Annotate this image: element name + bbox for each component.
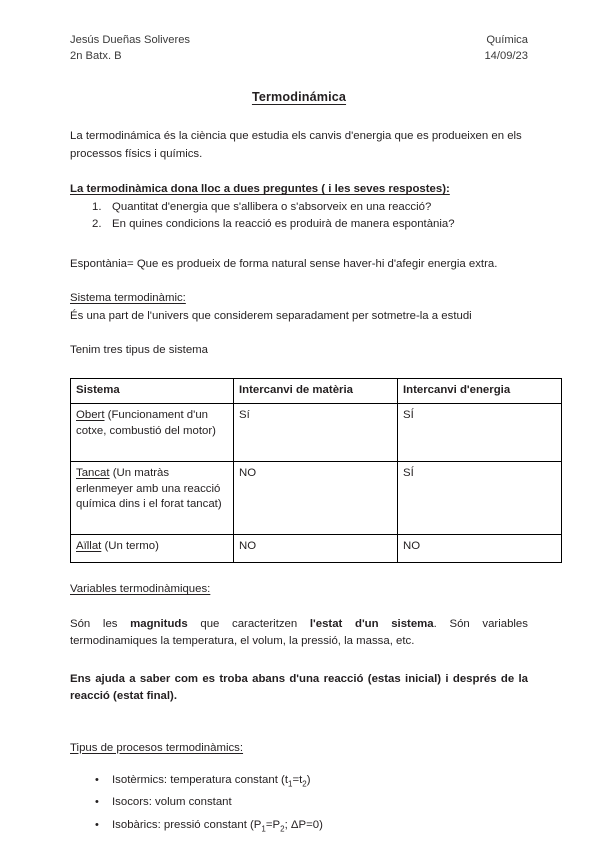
subscript-2: 2 [280, 823, 285, 833]
emphasis-paragraph: Ens ajuda a saber com es troba abans d'una reacció (estas inicial) i després de la reacció (estat final). [70, 672, 528, 702]
author-class: 2n Batx. B [70, 49, 122, 62]
variables-part2: que caracteritzen [187, 617, 310, 630]
variables-paragraph [70, 616, 528, 651]
list-item [70, 199, 528, 217]
subscript-2: 2 [302, 779, 307, 789]
list-item-text: Quantitat d'energia que s'allibera o s'absorveix en una reacció? [112, 200, 432, 213]
list-item-tail: ) [306, 774, 311, 786]
list-item-text: Isocors: volum constant [112, 796, 232, 809]
document-content [70, 33, 528, 838]
variables-bold-magnituds: magnituds [130, 617, 188, 630]
cell-energy-exchange: SÍ [398, 462, 562, 535]
cell-energy-exchange: SÍ [398, 404, 562, 462]
column-header-sistema: Sistema [71, 378, 234, 404]
list-item [70, 771, 528, 793]
cell-matter-exchange: NO [234, 535, 398, 563]
system-definition: És una part de l'univers que considerem separadament per sotmetre-la a estudi [70, 309, 472, 322]
intro-paragraph: La termodinámica és la ciència que estudia els canvis d'energia que es produeixen en els processos físics i químics. [70, 130, 522, 160]
system-detail-isolated: (Un termo) [101, 540, 159, 552]
subscript-1: 1 [288, 779, 293, 789]
questions-heading: La termodinàmica dona lloc a dues preguntes ( i les seves respostes): [70, 183, 450, 195]
cell-matter-exchange: NO [234, 462, 398, 535]
cell-system-name [71, 535, 234, 563]
bullet-icon: • [95, 818, 99, 831]
cell-system-name [71, 404, 234, 462]
processes-heading: Tipus de procesos termodinàmics: [70, 741, 244, 754]
list-marker: 2. [92, 218, 102, 230]
cell-system-name [71, 462, 234, 535]
table-header-row [71, 378, 562, 404]
system-detail-closed: (Un matràs erlenmeyer amb una reacció química dins i el forat tancat) [76, 467, 222, 510]
variables-part1: Són les [70, 617, 131, 630]
questions-list [70, 199, 528, 234]
header-right-block [484, 33, 528, 64]
table-row [71, 404, 562, 462]
variables-bold-estat: l'estat d'un sistema [309, 617, 434, 630]
system-name-open: Obert [76, 409, 105, 421]
bullet-icon: • [95, 796, 99, 809]
list-item-mid: =t [292, 774, 303, 786]
author-name: Jesús Dueñas Soliveres [70, 34, 191, 46]
list-item-mid: =P [265, 818, 281, 831]
list-item [70, 216, 528, 234]
bullet-icon: • [95, 774, 99, 786]
table-row [71, 535, 562, 563]
list-item-text: Isobàrics: pressió constant (P [112, 818, 262, 831]
three-types-intro: Tenim tres tipus de sistema [70, 344, 209, 356]
cell-energy-exchange: NO [398, 535, 562, 563]
column-header-materia: Intercanvi de matèria [234, 378, 398, 404]
list-item [70, 793, 528, 815]
system-name-isolated: Aïllat [76, 540, 102, 552]
systems-table [70, 378, 562, 564]
list-item-tail: ; ΔP=0) [284, 818, 323, 831]
table-row [71, 462, 562, 535]
page-title [70, 90, 528, 104]
document-date: 14/09/23 [484, 49, 528, 62]
column-header-energia: Intercanvi d'energia [398, 378, 562, 404]
spontaneous-definition: Espontània= Que es produeix de forma natural sense haver-hi d'afegir energia extra. [70, 257, 498, 270]
processes-list [70, 771, 528, 838]
table-header [71, 378, 562, 404]
page-title-text: Termodinámica [251, 90, 347, 104]
list-item [70, 816, 528, 838]
list-item-text: Isotèrmics: temperatura constant (t [112, 774, 288, 786]
table-body [71, 404, 562, 563]
header-left-block [70, 33, 190, 64]
system-detail-open: (Funcionament d'un cotxe, combustió del motor) [76, 409, 216, 437]
list-item-text: En quines condicions la reacció es produirà de manera espontània? [112, 218, 455, 230]
cell-matter-exchange: Sí [234, 404, 398, 462]
document-header [70, 33, 528, 64]
system-name-closed: Tancat [76, 467, 110, 479]
system-heading: Sistema termodinàmic: [70, 292, 186, 304]
subscript-1: 1 [261, 823, 266, 833]
variables-heading: Variables termodinàmiques: [70, 583, 211, 595]
variables-part3: . Són variables termodinamiques la temperatura, el volum, la pressió, la massa, etc. [70, 617, 528, 647]
subject-label: Química [486, 34, 528, 46]
list-marker: 1. [92, 200, 102, 213]
